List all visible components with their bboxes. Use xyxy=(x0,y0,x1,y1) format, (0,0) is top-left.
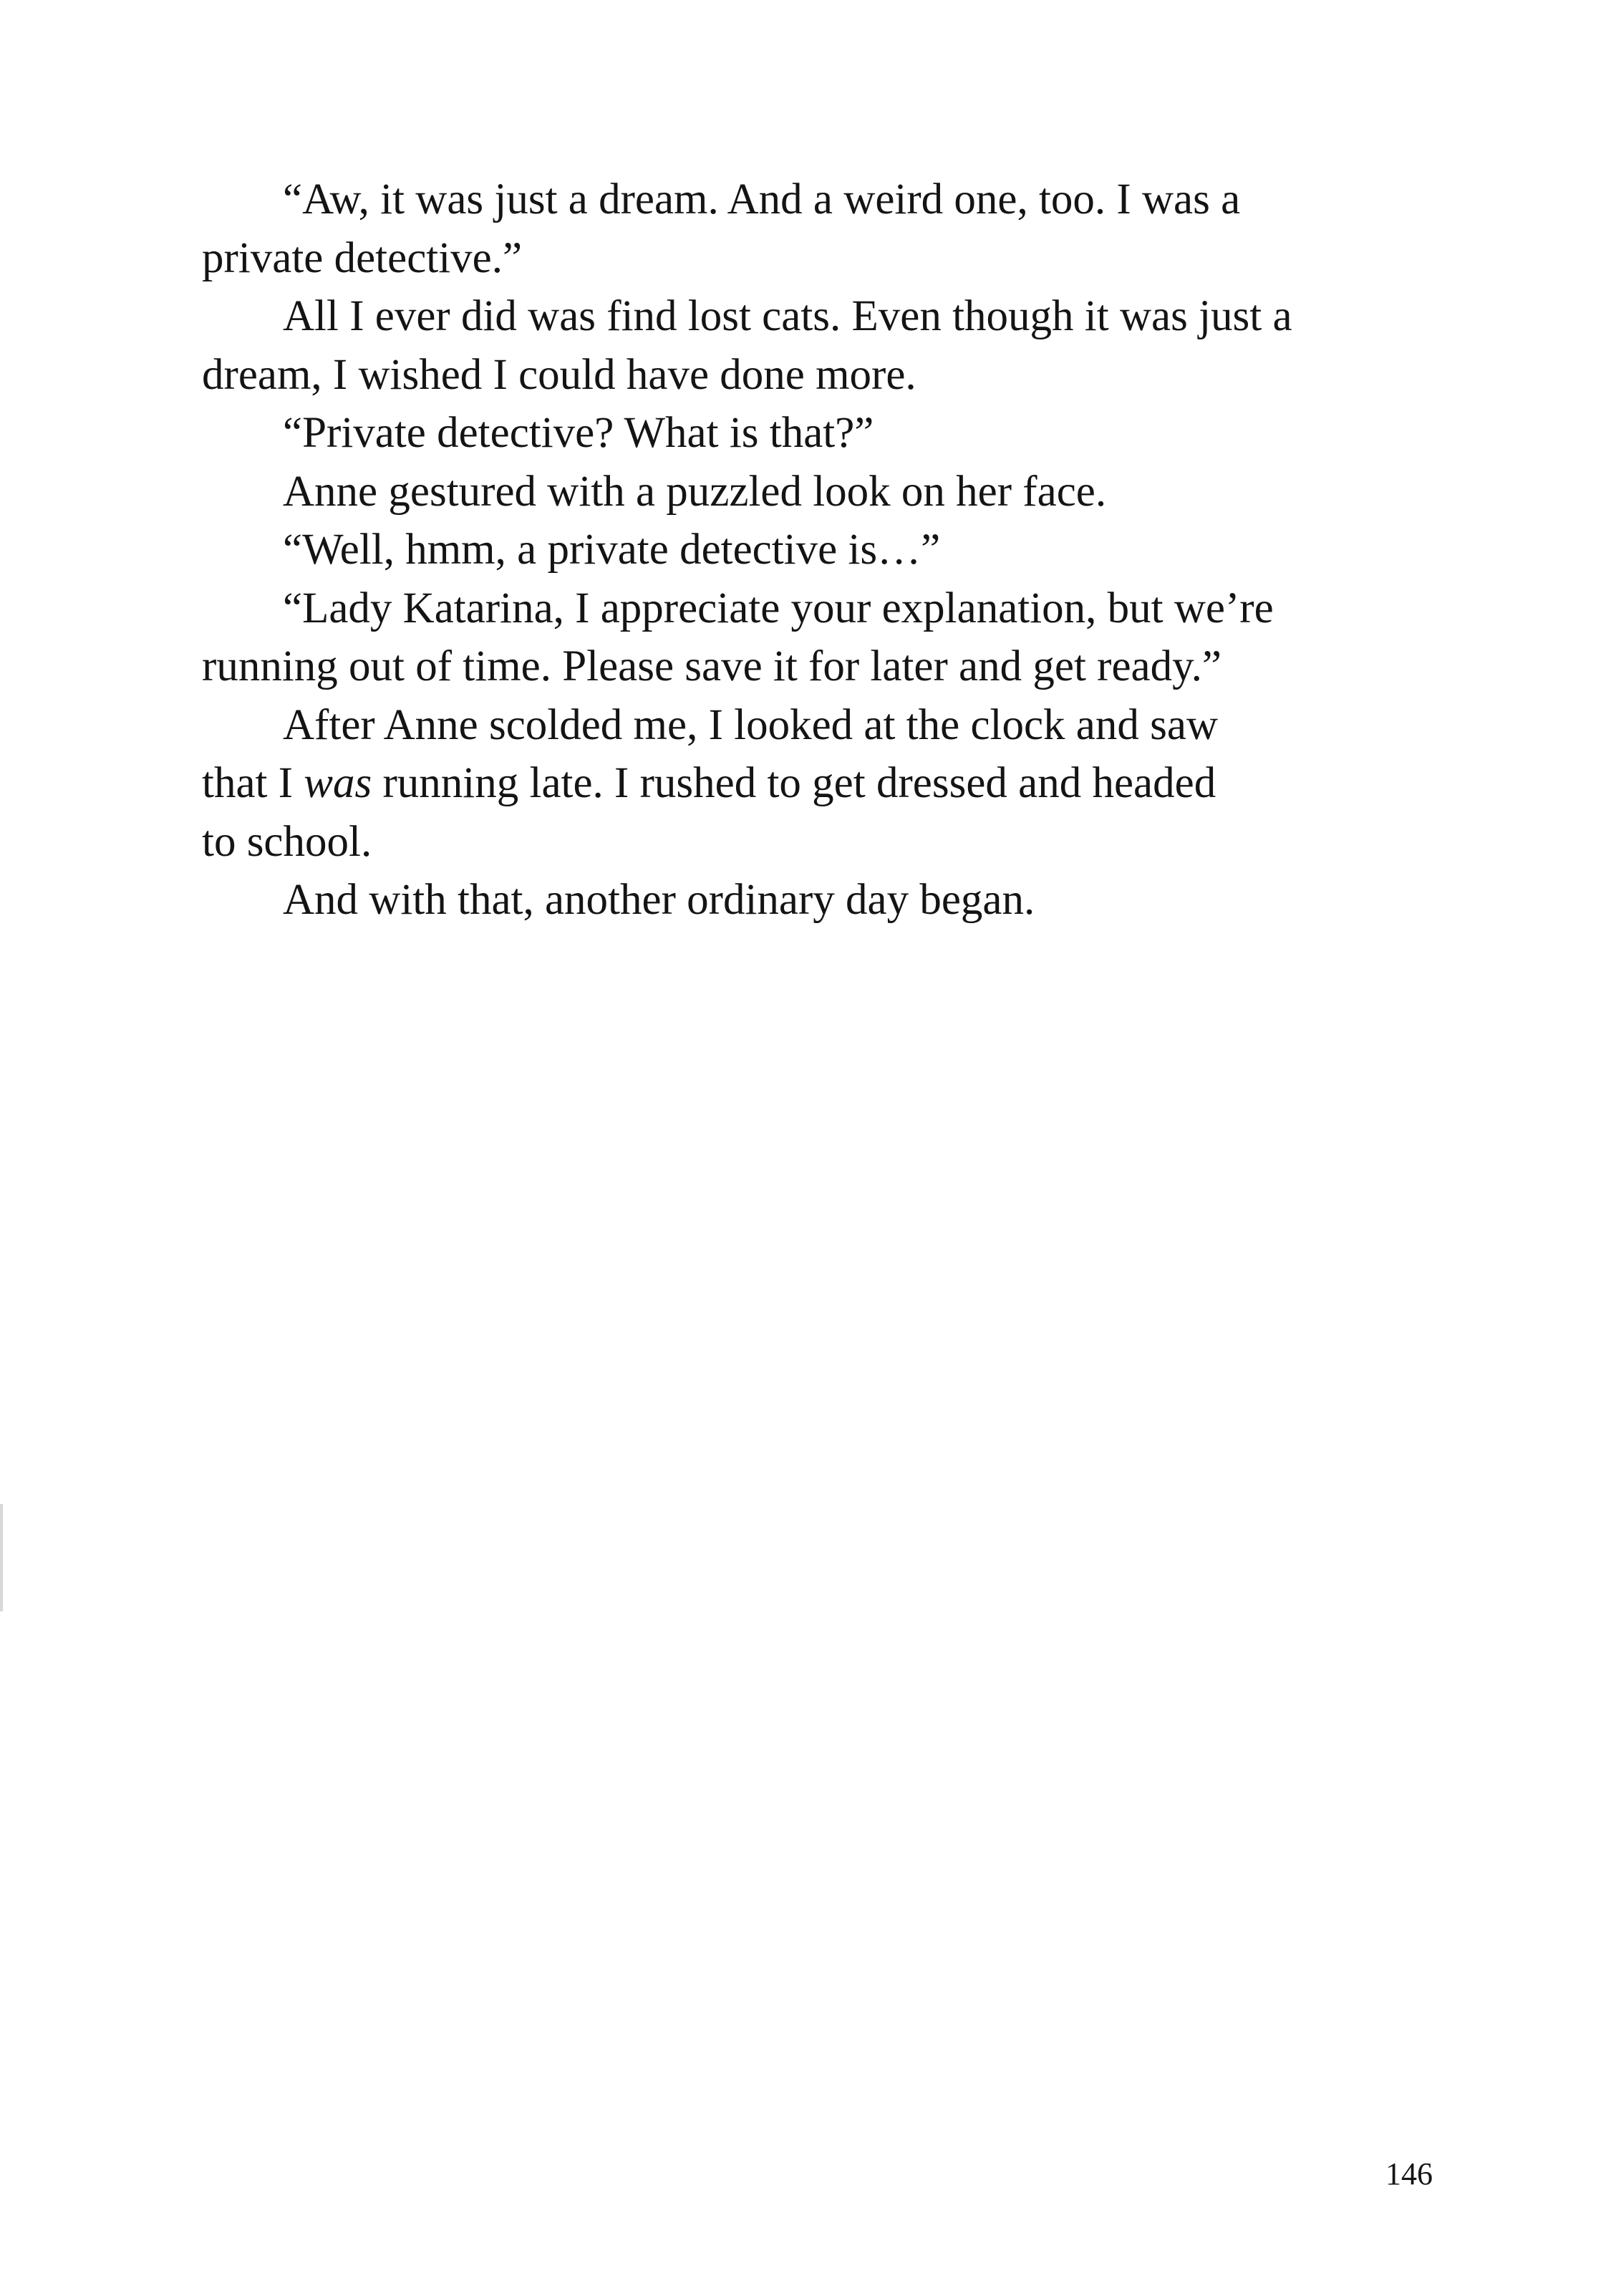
paragraph-line: All I ever did was find lost cats. Even though it was just a xyxy=(283,292,1292,340)
paragraph-line: And with that, another ordinary day began. xyxy=(283,876,1035,924)
page-edge-shadow xyxy=(0,1504,3,1611)
paragraph-line: to school. xyxy=(202,817,372,866)
body-text xyxy=(202,170,1462,930)
paragraph-line: running out of time. Please save it for later and get ready.” xyxy=(202,642,1221,690)
paragraph-line: “Aw, it was just a dream. And a weird one, too. I was a xyxy=(283,175,1241,223)
line-text-before: that I xyxy=(202,759,304,807)
paragraph-line: dream, I wished I could have done more. xyxy=(202,350,916,399)
paragraph-line: After Anne scolded me, I looked at the clock and saw xyxy=(283,700,1218,749)
emphasized-word: was xyxy=(304,759,372,807)
page-number: 146 xyxy=(1385,2156,1433,2191)
paragraph-line: private detective.” xyxy=(202,233,523,282)
paragraph-line: “Lady Katarina, I appreciate your explanation, but we’re xyxy=(283,584,1274,632)
paragraph-line: “Well, hmm, a private detective is…” xyxy=(283,526,941,574)
line-text-after: running late. I rushed to get dressed and headed xyxy=(372,759,1216,807)
paragraph-line xyxy=(202,754,1462,813)
paragraph-line: “Private detective? What is that?” xyxy=(283,409,874,457)
paragraph-line: Anne gestured with a puzzled look on her face. xyxy=(283,467,1107,516)
